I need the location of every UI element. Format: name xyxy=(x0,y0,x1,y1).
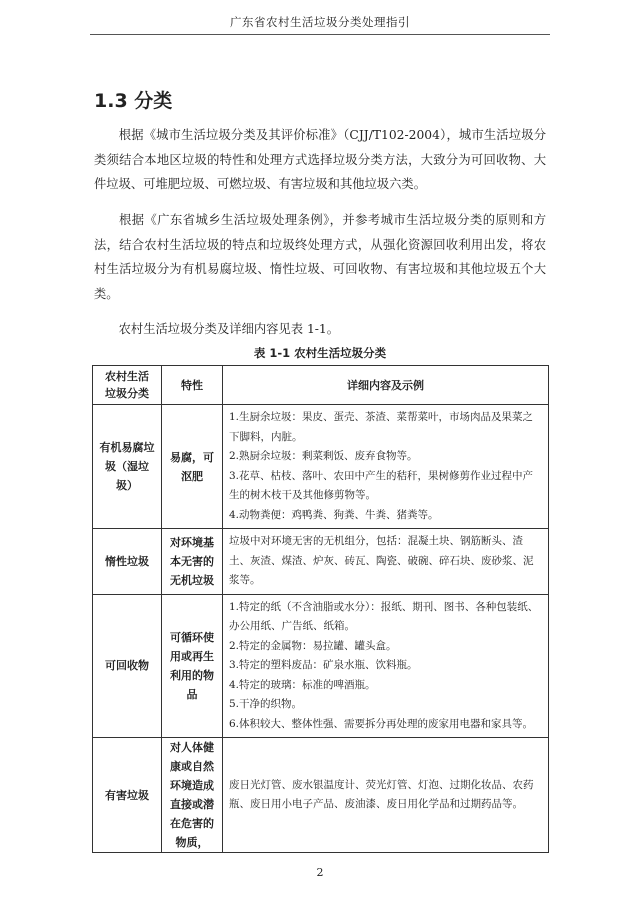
table-row xyxy=(93,594,549,738)
detail-line: 3.花草、枯枝、落叶、农田中产生的秸秆，果树修剪作业过程中产生的树木枝干及其他修剪物等。 xyxy=(229,469,534,501)
column-header-category: 农村生活垃圾分类 xyxy=(93,366,162,405)
category-cell: 有机易腐垃圾（湿垃圾） xyxy=(93,405,162,529)
detail-line: 废日光灯管、废水银温度计、荧光灯管、灯泡、过期化妆品、农药瓶、废日用小电子产品、废油漆、废日用化学品和过期药品等。 xyxy=(229,778,534,810)
paragraph: 根据《广东省城乡生活垃圾处理条例》，并参考城市生活垃圾分类的原则和方法，结合农村生活垃圾的特点和垃圾终处理方式，从强化资源回收利用出发，将农村生活垃圾分为有机易腐垃圾、惰性垃圾、可回收物、有害垃圾和其他垃圾五个大类。 xyxy=(94,213,546,301)
classification-table xyxy=(92,365,549,853)
table-row xyxy=(93,405,549,529)
column-header-feature: 特性 xyxy=(162,366,223,405)
feature-cell: 易腐，可沤肥 xyxy=(162,405,223,529)
running-header: 广东省农村生活垃圾分类处理指引 xyxy=(90,14,550,35)
table-header-row xyxy=(93,366,549,405)
category-cell: 有害垃圾 xyxy=(93,738,162,853)
detail-line: 垃圾中对环境无害的无机组分，包括：混凝土块、钢筋断头、渣土、灰渣、煤渣、炉灰、砖瓦、陶瓷、破碗、碎石块、废砂浆、泥浆等。 xyxy=(229,535,534,586)
detail-line: 5.干净的织物。 xyxy=(229,698,303,710)
detail-line: 1.生厨余垃圾：果皮、蛋壳、茶渣、菜帮菜叶，市场肉品及果菜之下脚料，内脏。 xyxy=(229,411,534,443)
section-title: 1.3 分类 xyxy=(94,90,173,112)
feature-cell: 对人体健康或自然环境造成直接或潜在危害的物质， xyxy=(162,738,223,853)
detail-line: 6.体积较大、整体性强、需要拆分再处理的废家用电器和家具等。 xyxy=(229,717,534,730)
category-cell: 可回收物 xyxy=(93,594,162,738)
detail-line: 2.熟厨余垃圾：剩菜剩饭、废弃食物等。 xyxy=(229,450,418,462)
category-cell: 惰性垃圾 xyxy=(93,529,162,595)
column-header-details: 详细内容及示例 xyxy=(223,366,549,405)
paragraph: 根据《城市生活垃圾分类及其评价标准》（CJJ/T102-2004），城市生活垃圾分类须结合本地区垃圾的特性和处理方式选择垃圾分类方法，大致分为可回收物、大件垃圾、可堆肥垃圾、可燃垃圾、有害垃圾和其他垃圾六类。 xyxy=(94,128,546,191)
table-caption: 表 1-1 农村生活垃圾分类 xyxy=(253,346,387,360)
detail-line: 4.动物粪便：鸡鸭粪、狗粪、牛粪、猪粪等。 xyxy=(229,508,439,521)
details-cell xyxy=(223,405,549,529)
details-cell xyxy=(223,738,549,853)
table-row xyxy=(93,738,549,853)
feature-cell: 对环境基本无害的无机垃圾 xyxy=(162,529,223,595)
paragraph: 农村生活垃圾分类及详细内容见表 1-1。 xyxy=(118,322,340,336)
details-cell xyxy=(223,529,549,595)
details-cell xyxy=(223,594,549,738)
detail-line: 4.特定的玻璃：标准的啤酒瓶。 xyxy=(229,678,376,691)
page-number: 2 xyxy=(316,866,324,879)
feature-cell: 可循环使用或再生利用的物品 xyxy=(162,594,223,738)
table-row xyxy=(93,529,549,595)
detail-line: 3.特定的塑料废品：矿泉水瓶、饮料瓶。 xyxy=(229,659,418,671)
detail-line: 1.特定的纸（不含油脂或水分）：报纸、期刊、图书、各种包装纸、办公用纸、广告纸、纸箱。 xyxy=(229,600,539,632)
detail-line: 2.特定的金属物：易拉罐、罐头盒。 xyxy=(229,639,397,652)
